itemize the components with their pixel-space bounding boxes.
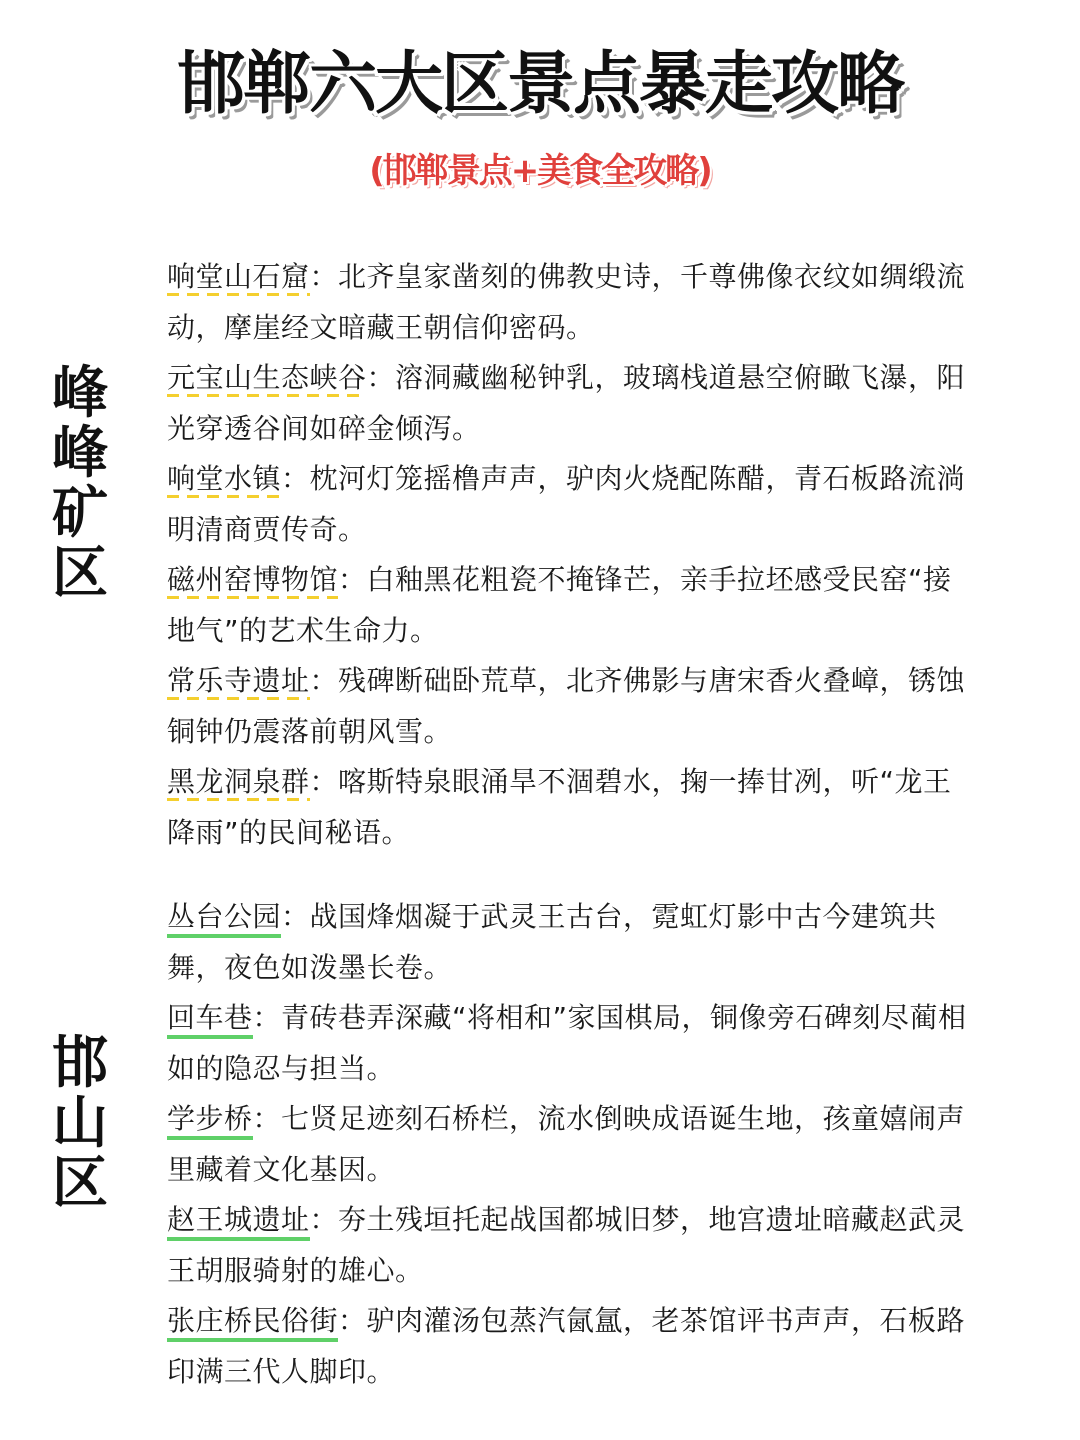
attraction-description: ：战国烽烟凝于武灵王古台，霓虹灯影中古今建筑共舞，夜色如泼墨长卷。: [167, 900, 937, 984]
attraction-description: ：夯土残垣托起战国都城旧梦，地宫遗址暗藏赵武灵王胡服骑射的雄心。: [167, 1203, 966, 1287]
attraction-description: ：白釉黑花粗瓷不掩锋芒，亲手拉坯感受民窑“接地气”的艺术生命力。: [167, 563, 952, 647]
attraction-name: 响堂山石窟: [167, 260, 310, 296]
attraction-description: ：青砖巷弄深藏“将相和”家国棋局，铜像旁石碑刻尽蔺相如的隐忍与担当。: [167, 1001, 967, 1085]
attraction-description: ：残碑断础卧荒草，北齐佛影与唐宋香火叠嶂，锈蚀铜钟仍震落前朝风雪。: [167, 664, 966, 748]
attraction-name: 丛台公园: [167, 900, 281, 938]
page-subtitle: (邯郸景点+美食全攻略): [369, 151, 711, 191]
list-item: [167, 252, 977, 353]
list-item: [167, 1296, 977, 1397]
attraction-description: ：枕河灯笼摇橹声声，驴肉火烧配陈醋，青石板路流淌明清商贾传奇。: [167, 462, 966, 546]
list-item: [167, 1195, 977, 1296]
list-item: [167, 353, 977, 454]
list-item: [167, 892, 977, 993]
region-label-hanshan: 邯山区: [52, 1031, 108, 1216]
attraction-description: ：喀斯特泉眼涌旱不涸碧水，掬一捧甘冽，听“龙王降雨”的民间秘语。: [167, 765, 952, 849]
list-item: [167, 757, 977, 858]
region-label-fengfeng: 峰峰矿区: [52, 361, 108, 606]
attraction-name: 元宝山生态峡谷: [167, 361, 367, 397]
attraction-description: ：溶洞藏幽秘钟乳，玻璃栈道悬空俯瞰飞瀑，阳光穿透谷间如碎金倾泻。: [167, 361, 966, 445]
attraction-description: ：七贤足迹刻石桥栏，流水倒映成语诞生地，孩童嬉闹声里藏着文化基因。: [167, 1102, 966, 1186]
attraction-name: 黑龙洞泉群: [167, 765, 310, 801]
attraction-name: 响堂水镇: [167, 462, 281, 498]
attraction-name: 学步桥: [167, 1102, 253, 1140]
attraction-name: 赵王城遗址: [167, 1203, 310, 1241]
attraction-list-hanshan: [167, 892, 977, 1397]
list-item: [167, 555, 977, 656]
page-title: 邯郸六大区景点暴走攻略: [176, 45, 903, 124]
list-item: [167, 656, 977, 757]
list-item: [167, 1094, 977, 1195]
attraction-name: 常乐寺遗址: [167, 664, 310, 700]
attraction-description: ：驴肉灌汤包蒸汽氤氲，老茶馆评书声声，石板路印满三代人脚印。: [167, 1304, 966, 1388]
attraction-list-fengfeng: [167, 252, 977, 858]
attraction-name: 回车巷: [167, 1001, 253, 1039]
list-item: [167, 993, 977, 1094]
attraction-name: 磁州窑博物馆: [167, 563, 338, 599]
attraction-description: ：北齐皇家凿刻的佛教史诗，千尊佛像衣纹如绸缎流动，摩崖经文暗藏王朝信仰密码。: [167, 260, 966, 344]
attraction-name: 张庄桥民俗街: [167, 1304, 338, 1342]
list-item: [167, 454, 977, 555]
